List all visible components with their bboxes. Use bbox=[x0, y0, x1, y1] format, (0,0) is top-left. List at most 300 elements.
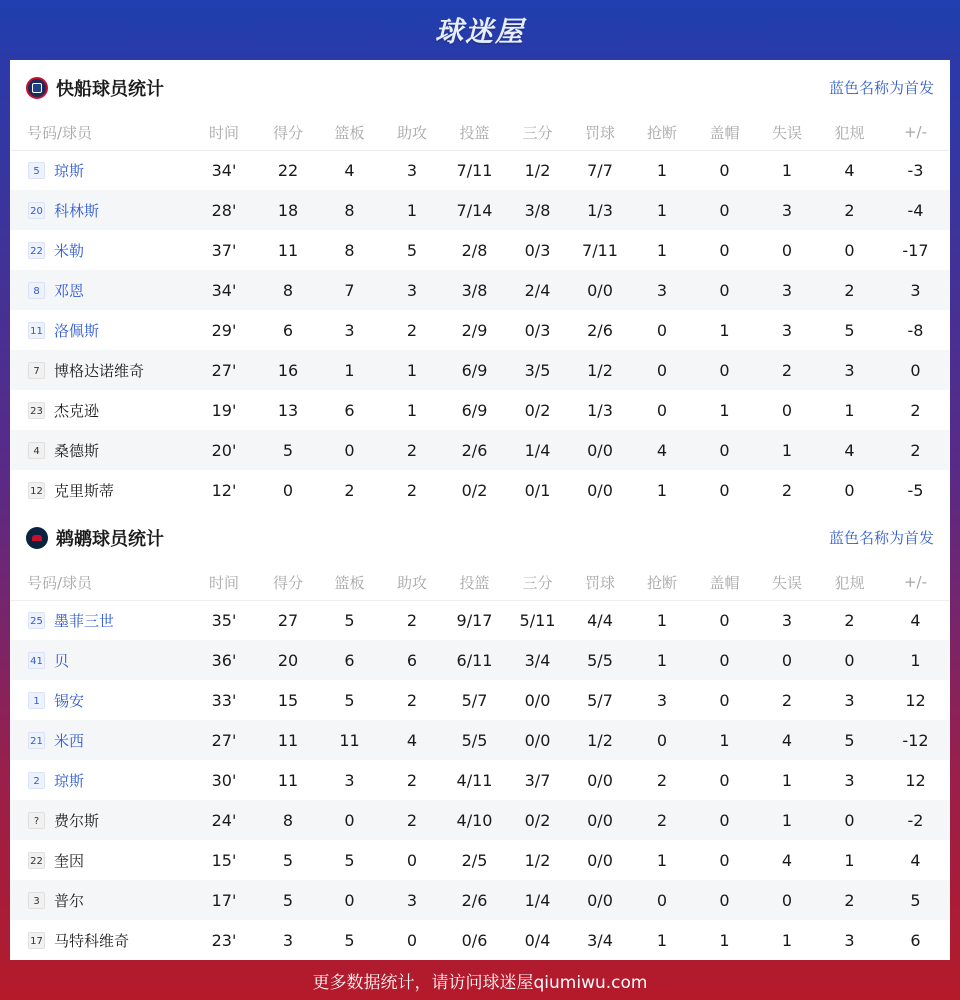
stat-cell: 28' bbox=[190, 190, 258, 230]
column-header: 时间 bbox=[190, 565, 258, 600]
stats-panel bbox=[10, 60, 950, 960]
stat-cell: 2 bbox=[344, 480, 355, 500]
stat-cell: 4 bbox=[910, 850, 921, 870]
stat-cell: 3 bbox=[381, 880, 443, 920]
stat-cell: 1 bbox=[844, 850, 855, 870]
bench-player-name[interactable]: 克里斯蒂 bbox=[54, 481, 115, 500]
stat-cell: 0 bbox=[844, 240, 855, 260]
stat-cell: 5 bbox=[344, 690, 355, 710]
stat-cell: 3 bbox=[631, 270, 693, 310]
stat-cell: 1 bbox=[656, 480, 668, 500]
bench-player-name[interactable]: 普尔 bbox=[54, 891, 85, 910]
table-row[interactable] bbox=[10, 150, 950, 190]
stat-cell: 2/6 bbox=[587, 320, 613, 340]
team-header bbox=[10, 60, 950, 115]
stat-cell: 0 bbox=[693, 640, 756, 680]
clippers-logo-icon bbox=[26, 77, 48, 99]
player-cell bbox=[10, 230, 190, 270]
column-header: 投篮 bbox=[443, 565, 506, 600]
stat-cell: 5 bbox=[282, 850, 294, 870]
stat-cell: 1 bbox=[656, 850, 668, 870]
stat-cell: 16 bbox=[258, 350, 318, 390]
stat-cell: 36' bbox=[190, 640, 258, 680]
player-cell bbox=[10, 680, 190, 720]
team-header bbox=[10, 510, 950, 565]
stat-cell: 7 bbox=[318, 270, 381, 310]
stat-cell: 5/7 bbox=[461, 690, 488, 710]
stat-cell: 3/8 bbox=[443, 270, 506, 310]
column-header: 得分 bbox=[258, 565, 318, 600]
stat-cell: 3/4 bbox=[587, 930, 613, 950]
starter-player-name[interactable]: 米勒 bbox=[54, 241, 85, 260]
jersey-number-badge: 3 bbox=[28, 892, 45, 909]
stat-cell: 5 bbox=[881, 880, 950, 920]
stat-cell: 5/11 bbox=[519, 610, 556, 630]
stat-cell: 6 bbox=[910, 930, 921, 950]
stat-cell: -3 bbox=[907, 160, 924, 180]
stat-cell: 11 bbox=[277, 770, 299, 790]
player-cell bbox=[10, 920, 190, 960]
stat-cell: 3 bbox=[282, 930, 294, 950]
stat-cell: 20' bbox=[190, 430, 258, 470]
stat-cell: 4 bbox=[756, 720, 818, 760]
stat-cell: 3 bbox=[344, 320, 355, 340]
column-header: 盖帽 bbox=[693, 565, 756, 600]
stat-cell: 1 bbox=[656, 610, 668, 630]
stat-cell: 0/3 bbox=[524, 320, 551, 340]
jersey-number-badge: 41 bbox=[28, 652, 45, 669]
jersey-number-badge: 20 bbox=[28, 202, 45, 219]
table-row[interactable] bbox=[10, 390, 950, 430]
stat-cell: 3 bbox=[818, 350, 881, 390]
stat-cell: 5 bbox=[258, 430, 318, 470]
stat-cell: 34' bbox=[211, 160, 237, 180]
stat-cell: 1/3 bbox=[569, 190, 631, 230]
stat-cell: 2 bbox=[406, 610, 418, 630]
stat-cell: 0 bbox=[693, 880, 756, 920]
stat-cell: 5/5 bbox=[569, 640, 631, 680]
stat-cell: 0 bbox=[318, 430, 381, 470]
stat-cell: 5/7 bbox=[587, 690, 613, 710]
stat-cell: 7/11 bbox=[582, 240, 618, 260]
jersey-number-badge: 7 bbox=[28, 362, 45, 379]
table-header-row bbox=[10, 115, 950, 150]
table-row[interactable] bbox=[10, 310, 950, 350]
stat-cell: 3 bbox=[781, 320, 793, 340]
stat-cell: 1 bbox=[318, 350, 381, 390]
stat-cell: 4 bbox=[844, 160, 855, 180]
stat-cell: 0 bbox=[318, 800, 381, 840]
stat-cell: 27 bbox=[277, 610, 299, 630]
stat-cell: 18 bbox=[258, 190, 318, 230]
jersey-number-badge: 5 bbox=[28, 162, 45, 179]
stat-cell: 0 bbox=[818, 800, 881, 840]
jersey-number-badge: 12 bbox=[28, 482, 45, 499]
stat-cell: 1 bbox=[719, 930, 730, 950]
stat-cell: 13 bbox=[277, 400, 299, 420]
stat-cell: 0/6 bbox=[461, 930, 488, 950]
column-header: 抢断 bbox=[631, 565, 693, 600]
stat-cell: 3 bbox=[406, 160, 418, 180]
stat-cell: 0/2 bbox=[506, 800, 569, 840]
stat-cell: 15' bbox=[211, 850, 237, 870]
stat-cell: 0 bbox=[631, 720, 693, 760]
jersey-number-badge: ? bbox=[28, 812, 45, 829]
column-header: 失误 bbox=[756, 115, 818, 150]
stat-cell: 0 bbox=[656, 400, 668, 420]
stat-cell: 2 bbox=[910, 400, 921, 420]
stat-cell: 3 bbox=[756, 190, 818, 230]
stat-cell: 5/5 bbox=[443, 720, 506, 760]
stat-cell: 0/4 bbox=[524, 930, 551, 950]
stat-cell: 0 bbox=[406, 850, 418, 870]
table-row[interactable] bbox=[10, 840, 950, 880]
stat-cell: 3/5 bbox=[506, 350, 569, 390]
stat-cell: 0 bbox=[719, 610, 730, 630]
stat-cell: 1/4 bbox=[506, 880, 569, 920]
stat-cell: 0/0 bbox=[506, 720, 569, 760]
stat-cell: 1 bbox=[719, 320, 730, 340]
stat-cell: 24' bbox=[190, 800, 258, 840]
stat-cell: 3 bbox=[344, 770, 355, 790]
stat-cell: 35' bbox=[211, 610, 237, 630]
table-row[interactable] bbox=[10, 920, 950, 960]
stat-cell: 1/2 bbox=[524, 160, 551, 180]
stat-cell: 27' bbox=[190, 720, 258, 760]
jersey-number-badge: 23 bbox=[28, 402, 45, 419]
stat-cell: 11 bbox=[318, 720, 381, 760]
jersey-number-badge: 8 bbox=[28, 282, 45, 299]
table-row[interactable] bbox=[10, 680, 950, 720]
table-row[interactable] bbox=[10, 230, 950, 270]
stat-cell: 5 bbox=[344, 610, 355, 630]
player-cell bbox=[10, 840, 190, 880]
stat-cell: 0 bbox=[631, 880, 693, 920]
stat-cell: 1 bbox=[756, 800, 818, 840]
stat-cell: 0 bbox=[719, 770, 730, 790]
column-header: 投篮 bbox=[443, 115, 506, 150]
jersey-number-badge: 25 bbox=[28, 612, 45, 629]
column-header: 三分 bbox=[506, 115, 569, 150]
column-header: 罚球 bbox=[569, 115, 631, 150]
stat-cell: 7/7 bbox=[587, 160, 613, 180]
stat-cell: 1/3 bbox=[587, 400, 613, 420]
jersey-number-badge: 22 bbox=[28, 242, 45, 259]
stat-cell: 1/2 bbox=[569, 720, 631, 760]
stat-cell: 2/9 bbox=[461, 320, 488, 340]
pelicans-logo-icon bbox=[26, 527, 48, 549]
bench-player-name[interactable]: 杰克逊 bbox=[54, 401, 100, 420]
stat-cell: 1 bbox=[693, 720, 756, 760]
stat-cell: 2 bbox=[381, 430, 443, 470]
player-cell bbox=[10, 880, 190, 920]
starter-legend-note: 蓝色名称为首发 bbox=[828, 529, 934, 547]
stat-cell: 2/6 bbox=[443, 880, 506, 920]
jersey-number-badge: 2 bbox=[28, 772, 45, 789]
stat-cell: 3 bbox=[381, 270, 443, 310]
stat-cell: 1/4 bbox=[506, 430, 569, 470]
stat-cell: 0/2 bbox=[461, 480, 488, 500]
stat-cell: 0/0 bbox=[587, 480, 613, 500]
stat-cell: 4/10 bbox=[443, 800, 506, 840]
column-header: 号码/球员 bbox=[10, 565, 190, 600]
stat-cell: 4 bbox=[381, 720, 443, 760]
starter-player-name[interactable]: 琼斯 bbox=[54, 771, 85, 790]
stat-cell: 0 bbox=[881, 350, 950, 390]
column-header: 罚球 bbox=[569, 565, 631, 600]
team-title bbox=[26, 525, 164, 551]
column-header: 号码/球员 bbox=[10, 115, 190, 150]
stat-cell: 2 bbox=[818, 880, 881, 920]
stat-cell: 0 bbox=[756, 880, 818, 920]
top-banner bbox=[0, 0, 960, 60]
player-cell bbox=[10, 640, 190, 680]
stat-cell: 0 bbox=[781, 400, 793, 420]
starter-player-name[interactable]: 洛佩斯 bbox=[54, 321, 100, 340]
stat-cell: 2 bbox=[818, 270, 881, 310]
stat-cell: 0 bbox=[818, 640, 881, 680]
stat-cell: 1 bbox=[781, 930, 793, 950]
stat-cell: 2 bbox=[756, 350, 818, 390]
player-cell bbox=[10, 800, 190, 840]
team-title bbox=[26, 75, 164, 101]
table-row[interactable] bbox=[10, 270, 950, 310]
stat-cell: 3 bbox=[881, 270, 950, 310]
stat-cell: 1 bbox=[756, 430, 818, 470]
stat-cell: 1 bbox=[631, 190, 693, 230]
stat-cell: 0 bbox=[719, 240, 730, 260]
stat-cell: 0/2 bbox=[524, 400, 551, 420]
stat-cell: 0/3 bbox=[524, 240, 551, 260]
stat-cell: 0/0 bbox=[524, 690, 551, 710]
stat-cell: 19' bbox=[211, 400, 237, 420]
footer-banner bbox=[0, 960, 960, 1000]
jersey-number-badge: 21 bbox=[28, 732, 45, 749]
stat-cell: 0 bbox=[719, 160, 730, 180]
stat-cell: 6 bbox=[381, 640, 443, 680]
stat-cell: 1 bbox=[406, 400, 418, 420]
stat-cell: 2 bbox=[881, 430, 950, 470]
stat-cell: 0/0 bbox=[569, 880, 631, 920]
bench-player-name[interactable]: 奎因 bbox=[54, 851, 85, 870]
stat-cell: 1 bbox=[656, 160, 668, 180]
stat-cell: 2 bbox=[381, 800, 443, 840]
stat-cell: 1/2 bbox=[524, 850, 551, 870]
stat-cell: 4 bbox=[818, 430, 881, 470]
player-cell bbox=[10, 190, 190, 230]
bench-player-name[interactable]: 博格达诺维奇 bbox=[54, 361, 145, 380]
stat-cell: 4 bbox=[781, 850, 793, 870]
jersey-number-badge: 4 bbox=[28, 442, 45, 459]
stat-cell: 12 bbox=[905, 770, 926, 790]
column-header: 盖帽 bbox=[693, 115, 756, 150]
column-header: 犯规 bbox=[818, 565, 881, 600]
stat-cell: 2 bbox=[844, 610, 855, 630]
player-cell bbox=[10, 150, 190, 190]
column-header: 犯规 bbox=[818, 115, 881, 150]
table-row[interactable] bbox=[10, 760, 950, 800]
stat-cell: 0 bbox=[844, 480, 855, 500]
stat-cell: 3 bbox=[844, 690, 855, 710]
team-section-pelicans bbox=[10, 510, 950, 960]
team-name: 鹈鹕球员统计 bbox=[56, 528, 164, 550]
player-cell bbox=[10, 600, 190, 640]
stat-cell: 12 bbox=[905, 690, 926, 710]
stat-cell: -17 bbox=[902, 240, 929, 260]
stat-cell: -5 bbox=[907, 480, 924, 500]
stat-cell: 6 bbox=[282, 320, 294, 340]
player-cell bbox=[10, 390, 190, 430]
stat-cell: 1 bbox=[631, 640, 693, 680]
jersey-number-badge: 17 bbox=[28, 932, 45, 949]
stat-cell: 0/1 bbox=[524, 480, 551, 500]
player-cell bbox=[10, 270, 190, 310]
stat-cell: 29' bbox=[211, 320, 237, 340]
player-cell bbox=[10, 720, 190, 760]
stat-cell: 12' bbox=[211, 480, 237, 500]
stat-cell: 1 bbox=[719, 400, 730, 420]
stat-cell: 5 bbox=[344, 930, 355, 950]
table-row[interactable] bbox=[10, 470, 950, 510]
stat-cell: 7/14 bbox=[443, 190, 506, 230]
table-row[interactable] bbox=[10, 640, 950, 680]
bench-player-name[interactable]: 费尔斯 bbox=[54, 811, 100, 830]
starter-player-name[interactable]: 邓恩 bbox=[54, 281, 85, 300]
starter-player-name[interactable]: 科林斯 bbox=[54, 201, 100, 220]
stat-cell: 2 bbox=[781, 690, 793, 710]
stat-cell: 1 bbox=[781, 770, 793, 790]
stat-cell: 6 bbox=[318, 640, 381, 680]
player-cell bbox=[10, 350, 190, 390]
stat-cell: 27' bbox=[190, 350, 258, 390]
stat-cell: 1 bbox=[656, 240, 668, 260]
jersey-number-badge: 22 bbox=[28, 852, 45, 869]
column-header: 篮板 bbox=[318, 115, 381, 150]
stat-cell: 11 bbox=[258, 720, 318, 760]
team-name: 快船球员统计 bbox=[56, 78, 164, 100]
jersey-number-badge: 11 bbox=[28, 322, 45, 339]
stat-cell: 2 bbox=[406, 320, 418, 340]
stat-cell: 0 bbox=[719, 480, 730, 500]
stat-cell: 1 bbox=[881, 640, 950, 680]
player-stats-table bbox=[10, 115, 950, 510]
table-row[interactable] bbox=[10, 600, 950, 640]
qiumiwu-logo[interactable]: 球迷屋 bbox=[434, 15, 525, 48]
stat-cell: 5 bbox=[406, 240, 418, 260]
stat-cell: 4/4 bbox=[587, 610, 613, 630]
stat-cell: 4 bbox=[631, 430, 693, 470]
stat-cell: 8 bbox=[258, 800, 318, 840]
stat-cell: 0 bbox=[781, 240, 793, 260]
starter-player-name[interactable]: 琼斯 bbox=[54, 161, 85, 180]
stat-cell: 0 bbox=[719, 690, 730, 710]
stat-cell: 5 bbox=[258, 880, 318, 920]
stat-cell: 2 bbox=[818, 190, 881, 230]
column-header: 三分 bbox=[506, 565, 569, 600]
stat-cell: 0 bbox=[693, 430, 756, 470]
stat-cell: 22 bbox=[277, 160, 299, 180]
table-row[interactable] bbox=[10, 350, 950, 390]
stat-cell: 2 bbox=[406, 690, 418, 710]
stat-cell: 1 bbox=[381, 350, 443, 390]
table-row[interactable] bbox=[10, 800, 950, 840]
stat-cell: 4 bbox=[910, 610, 921, 630]
stat-cell: 0 bbox=[656, 320, 668, 340]
stat-cell: 3/7 bbox=[524, 770, 551, 790]
table-row[interactable] bbox=[10, 190, 950, 230]
stat-cell: 0 bbox=[693, 270, 756, 310]
stat-cell: 0/0 bbox=[587, 770, 613, 790]
table-row[interactable] bbox=[10, 720, 950, 760]
stat-cell: 0/0 bbox=[587, 850, 613, 870]
stat-cell: 1 bbox=[781, 160, 793, 180]
stat-cell: 0 bbox=[631, 350, 693, 390]
stat-cell: 0 bbox=[693, 800, 756, 840]
player-cell bbox=[10, 760, 190, 800]
footer-link-text[interactable]: 更多数据统计，请访问球迷屋qiumiwu.com bbox=[312, 972, 648, 993]
stat-cell: 0/0 bbox=[569, 800, 631, 840]
table-header-row bbox=[10, 565, 950, 600]
stat-cell: 20 bbox=[258, 640, 318, 680]
stat-cell: 8 bbox=[258, 270, 318, 310]
starter-player-name[interactable]: 锡安 bbox=[54, 691, 85, 710]
starter-player-name[interactable]: 贝 bbox=[54, 651, 70, 670]
column-header: +/- bbox=[881, 115, 950, 150]
bench-player-name[interactable]: 马特科维奇 bbox=[54, 931, 130, 950]
stat-cell: 0 bbox=[693, 350, 756, 390]
column-header: 助攻 bbox=[381, 565, 443, 600]
column-header: +/- bbox=[881, 565, 950, 600]
stat-cell: 23' bbox=[211, 930, 237, 950]
stat-cell: 3 bbox=[781, 610, 793, 630]
stat-cell: 2/5 bbox=[461, 850, 488, 870]
bench-player-name[interactable]: 桑德斯 bbox=[54, 441, 100, 460]
stat-cell: 2 bbox=[656, 770, 668, 790]
stat-cell: 1 bbox=[844, 400, 855, 420]
table-row[interactable] bbox=[10, 430, 950, 470]
starter-player-name[interactable]: 墨菲三世 bbox=[54, 611, 115, 630]
player-stats-table bbox=[10, 565, 950, 960]
stat-cell: 8 bbox=[344, 240, 355, 260]
stat-cell: 33' bbox=[211, 690, 237, 710]
stat-cell: 7/11 bbox=[456, 160, 493, 180]
table-row[interactable] bbox=[10, 880, 950, 920]
stat-cell: 5 bbox=[344, 850, 355, 870]
stat-cell: 4/11 bbox=[456, 770, 493, 790]
starter-player-name[interactable]: 米西 bbox=[54, 731, 85, 750]
stat-cell: 34' bbox=[190, 270, 258, 310]
stat-cell: 2 bbox=[781, 480, 793, 500]
stat-cell: -12 bbox=[881, 720, 950, 760]
stat-cell: 5 bbox=[818, 720, 881, 760]
stat-cell: 6 bbox=[344, 400, 355, 420]
stat-cell: 4 bbox=[344, 160, 355, 180]
column-header: 抢断 bbox=[631, 115, 693, 150]
stat-cell: 0 bbox=[282, 480, 294, 500]
team-section-clippers bbox=[10, 60, 950, 510]
stat-cell: 2 bbox=[406, 770, 418, 790]
stat-cell: 0/0 bbox=[569, 270, 631, 310]
stat-cell: 37' bbox=[211, 240, 237, 260]
stat-cell: 3 bbox=[756, 270, 818, 310]
stat-cell: 5 bbox=[844, 320, 855, 340]
player-cell bbox=[10, 430, 190, 470]
column-header: 时间 bbox=[190, 115, 258, 150]
stat-cell: 2 bbox=[631, 800, 693, 840]
stat-cell: 2/8 bbox=[461, 240, 488, 260]
player-cell bbox=[10, 310, 190, 350]
stat-cell: 2/6 bbox=[443, 430, 506, 470]
